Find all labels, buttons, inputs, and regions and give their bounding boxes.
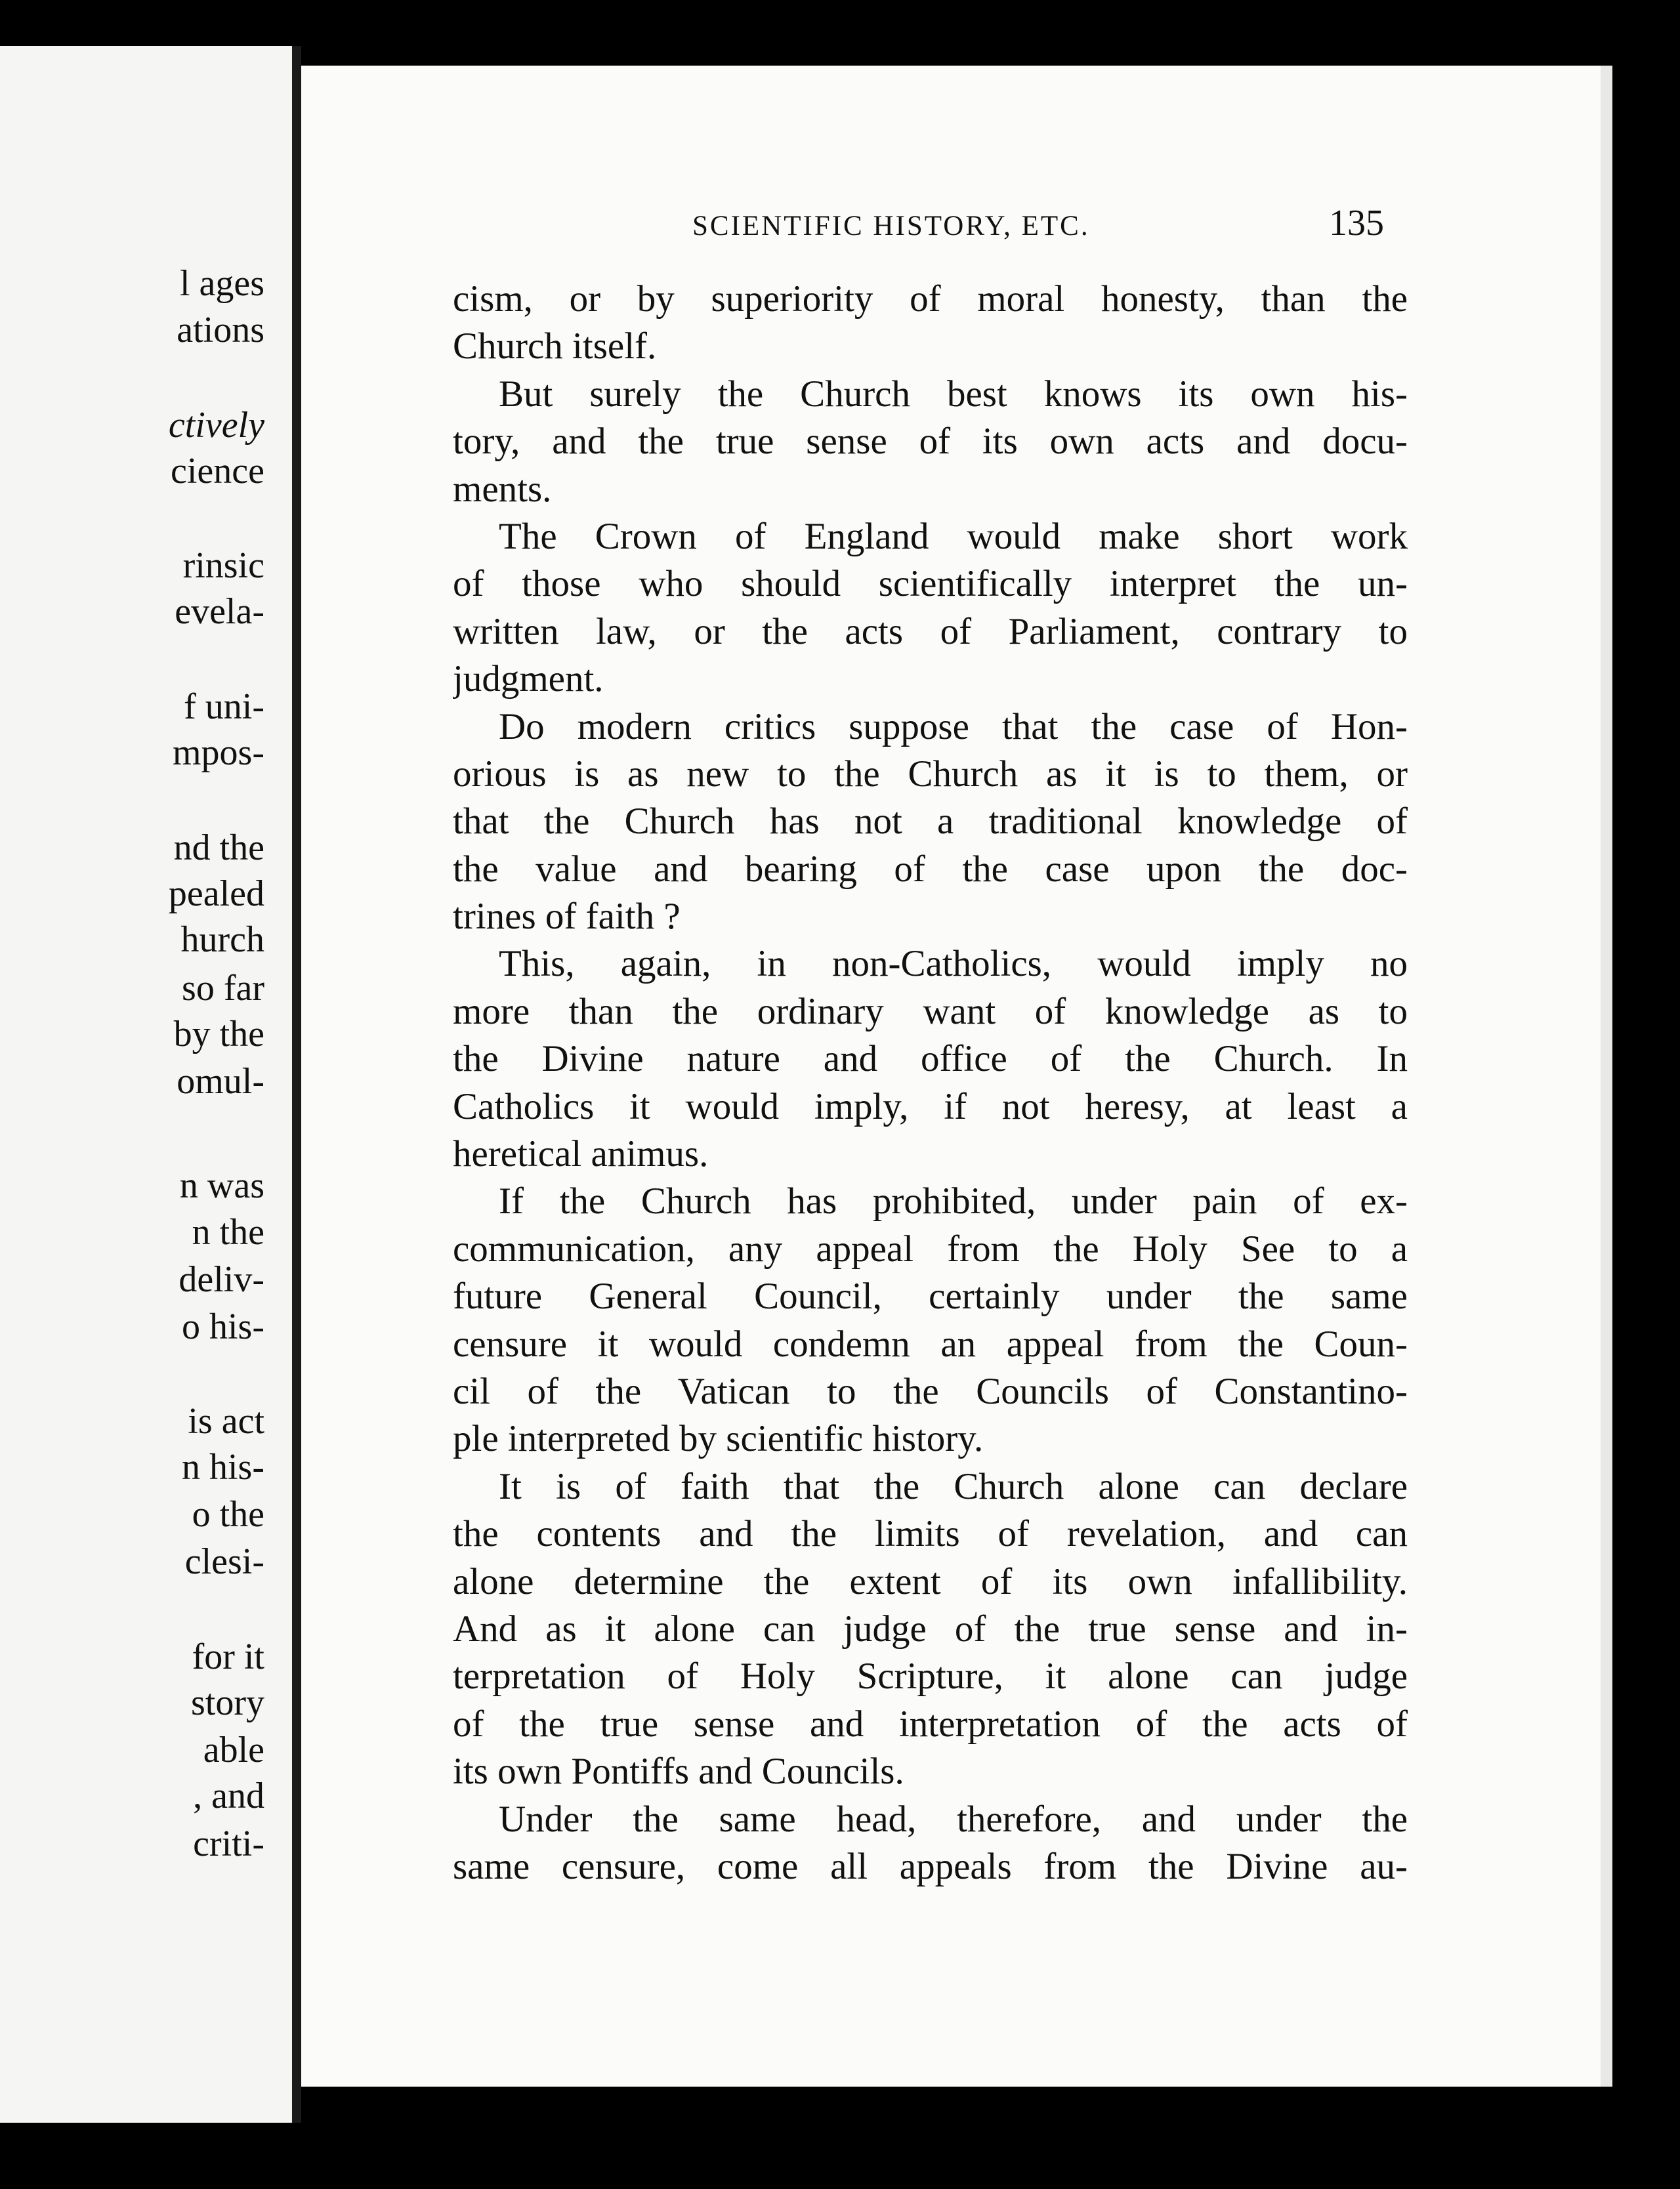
left-page-fragment: so far	[182, 968, 264, 1009]
text-line: its own Pontiffs and Councils.	[453, 1751, 904, 1793]
text-line: Church itself.	[453, 325, 657, 367]
text-line: judgment.	[453, 658, 604, 700]
left-page-fragment: for it	[192, 1637, 264, 1677]
text-line: cil of the Vatican to the Councils of Constantino-	[453, 1370, 1408, 1412]
text-line: censure it would condemn an appeal from the Coun-	[453, 1323, 1408, 1365]
left-page-fragment: criti-	[193, 1824, 264, 1864]
left-page-fragment: omul-	[177, 1061, 264, 1102]
text-line: Under the same head, therefore, and under the	[499, 1798, 1408, 1840]
left-page-fragment: ations	[177, 310, 264, 350]
text-line: the value and bearing of the case upon the doc-	[453, 848, 1408, 890]
left-page-fragment: nd the	[173, 827, 264, 868]
left-page-fragment: evela-	[175, 591, 264, 632]
text-line: of the true sense and interpretation of the acts of	[453, 1703, 1408, 1745]
text-line: tory, and the true sense of its own acts and docu-	[453, 421, 1408, 463]
text-line: written law, or the acts of Parliament, contrary to	[453, 610, 1408, 652]
left-page-fragment: n the	[192, 1212, 264, 1253]
left-page-fragment: l ages	[179, 263, 264, 304]
left-page-fragment: cience	[171, 451, 264, 491]
text-line: This, again, in non-Catholics, would imply no	[499, 943, 1408, 985]
text-line: trines of faith ?	[453, 896, 681, 938]
text-line: same censure, come all appeals from the Divine au-	[453, 1845, 1408, 1887]
left-page-fragment: deliv-	[178, 1259, 264, 1300]
page-edge	[1601, 66, 1612, 2087]
text-line: And as it alone can judge of the true sense and in-	[453, 1608, 1408, 1650]
text-line: future General Council, certainly under the same	[453, 1276, 1408, 1318]
left-page-fragment: able	[203, 1730, 264, 1770]
text-line: the contents and the limits of revelation, and can	[453, 1513, 1408, 1555]
text-line: If the Church has prohibited, under pain of ex-	[499, 1180, 1408, 1222]
text-line: heretical animus.	[453, 1133, 709, 1175]
left-page-fragment: clesi-	[184, 1541, 264, 1582]
left-page-fragment: hurch	[180, 919, 264, 960]
left-page-fragment: n his-	[182, 1447, 264, 1488]
text-line: terpretation of Holy Scripture, it alone can judge	[453, 1656, 1408, 1698]
left-page-fragment: by the	[173, 1014, 264, 1054]
text-line: alone determine the extent of its own infallibility.	[453, 1560, 1408, 1602]
text-line: ple interpreted by scientific history.	[453, 1418, 984, 1460]
text-line: Do modern critics suppose that the case of Hon-	[499, 705, 1408, 747]
text-line: more than the ordinary want of knowledge as to	[453, 990, 1408, 1032]
left-page-fragment: mpos-	[173, 732, 264, 773]
left-page-fragment: is act	[188, 1401, 264, 1442]
left-page-fragment: ctively	[168, 405, 264, 446]
running-head: SCIENTIFIC HISTORY, ETC.	[692, 211, 1090, 241]
left-page-fragment: n was	[179, 1165, 264, 1206]
left-page-fragment: o his-	[182, 1306, 264, 1347]
text-line: The Crown of England would make short work	[499, 515, 1408, 557]
book-gutter	[292, 46, 301, 2123]
left-page-fragment: f uni-	[184, 686, 264, 727]
left-page-fragment: story	[191, 1682, 264, 1723]
text-line: ments.	[453, 468, 552, 510]
left-page-fragment: o the	[192, 1494, 264, 1535]
left-page-fragment: pealed	[168, 873, 264, 914]
text-line: of those who should scientifically interpret the un-	[453, 563, 1408, 605]
text-line: It is of faith that the Church alone can declare	[499, 1465, 1408, 1507]
left-page-strip	[0, 46, 292, 2123]
text-line: that the Church has not a traditional knowledge of	[453, 801, 1408, 843]
text-line: communication, any appeal from the Holy See to a	[453, 1228, 1408, 1270]
text-line: orious is as new to the Church as it is to them, or	[453, 753, 1408, 795]
body-text	[453, 276, 1408, 1890]
text-line: cism, or by superiority of moral honesty, than the	[453, 278, 1408, 320]
text-line: But surely the Church best knows its own his-	[499, 373, 1408, 415]
left-page-fragment: , and	[193, 1776, 264, 1816]
page-number: 135	[1329, 203, 1384, 243]
text-line: the Divine nature and office of the Church. In	[453, 1038, 1408, 1080]
text-line: Catholics it would imply, if not heresy, at least a	[453, 1085, 1408, 1127]
left-page-fragment: rinsic	[182, 545, 264, 586]
